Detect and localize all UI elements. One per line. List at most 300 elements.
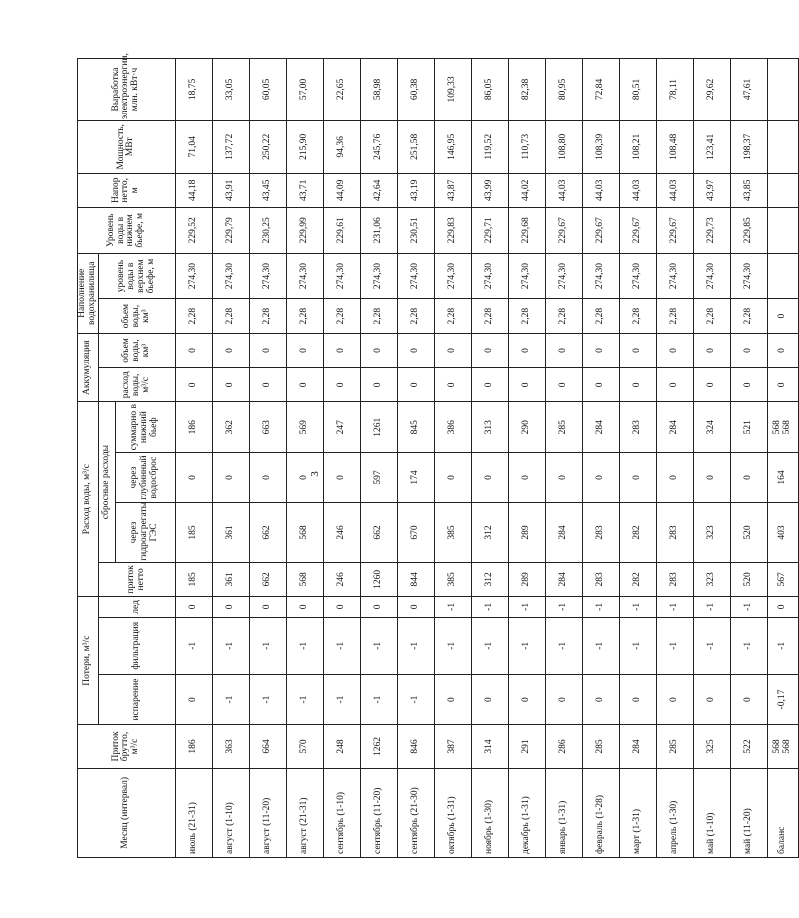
cell-fill-l: 274,30 <box>175 253 212 299</box>
table-row <box>360 59 397 858</box>
cell-month: сентябрь (21-30) <box>397 768 434 857</box>
cell-head: 43,71 <box>286 173 323 207</box>
cell-fill-l: 274,30 <box>693 253 730 299</box>
cell-gross: 325 <box>693 725 730 768</box>
table-row <box>582 59 619 858</box>
cell-ice: -1 <box>508 597 545 618</box>
cell-head: 43,97 <box>693 173 730 207</box>
cell-evap: 0 <box>656 674 693 724</box>
cell-total: 362 <box>212 402 249 452</box>
water-balance-table <box>77 53 799 858</box>
cell-net: 361 <box>212 562 249 596</box>
cell-net: 283 <box>582 562 619 596</box>
cell-gen: 80,51 <box>619 59 656 121</box>
balance-cell-ice: 0 <box>767 597 798 618</box>
cell-acc-q: 0 <box>434 368 471 402</box>
cell-down-l: 229,68 <box>508 207 545 253</box>
cell-month: август (21-31) <box>286 768 323 857</box>
header-total-downstream: суммарно в нижний бьеф <box>115 402 175 452</box>
cell-total: 569 <box>286 402 323 452</box>
cell-total: 324 <box>693 402 730 452</box>
balance-cell-month: баланс <box>767 768 798 857</box>
cell-month: декабрь (1-31) <box>508 768 545 857</box>
cell-power: 250,22 <box>249 120 286 173</box>
cell-fill-v: 2,28 <box>582 299 619 333</box>
cell-deep: 0 <box>286 452 323 502</box>
cell-gen: 109,33 <box>434 59 471 121</box>
cell-filt: -1 <box>397 617 434 674</box>
cell-acc-q: 0 <box>286 368 323 402</box>
cell-acc-q: 0 <box>397 368 434 402</box>
cell-power: 251,58 <box>397 120 434 173</box>
cell-fill-l: 274,30 <box>286 253 323 299</box>
cell-head: 42,64 <box>360 173 397 207</box>
cell-head: 43,99 <box>471 173 508 207</box>
cell-deep: 0 <box>434 452 471 502</box>
balance-cell-power <box>767 120 798 173</box>
cell-filt: -1 <box>434 617 471 674</box>
cell-fill-v: 2,28 <box>397 299 434 333</box>
table-row <box>434 59 471 858</box>
cell-gen: 82,38 <box>508 59 545 121</box>
table-row <box>286 59 323 858</box>
cell-gen: 86,05 <box>471 59 508 121</box>
cell-head: 44,18 <box>175 173 212 207</box>
cell-filt: -1 <box>212 617 249 674</box>
balance-cell-filt: -1 <box>767 617 798 674</box>
cell-hpp: 662 <box>249 503 286 563</box>
cell-filt: -1 <box>471 617 508 674</box>
cell-net: 385 <box>434 562 471 596</box>
cell-ice: -1 <box>471 597 508 618</box>
cell-head: 44,03 <box>545 173 582 207</box>
cell-ice: 0 <box>360 597 397 618</box>
cell-net: 284 <box>545 562 582 596</box>
cell-acc-q: 0 <box>212 368 249 402</box>
cell-hpp: 323 <box>693 503 730 563</box>
cell-month: август (1-10) <box>212 768 249 857</box>
cell-ice: 0 <box>323 597 360 618</box>
cell-power: 198,37 <box>730 120 767 173</box>
cell-deep: 597 <box>360 452 397 502</box>
cell-filt: -1 <box>323 617 360 674</box>
cell-acc-v: 0 <box>286 333 323 367</box>
cell-power: 137,72 <box>212 120 249 173</box>
cell-down-l: 229,83 <box>434 207 471 253</box>
cell-power: 94,36 <box>323 120 360 173</box>
cell-acc-q: 0 <box>545 368 582 402</box>
cell-gen: 47,61 <box>730 59 767 121</box>
balance-total-value: 568 <box>771 420 782 435</box>
cell-gross: 284 <box>619 725 656 768</box>
cell-ice: 0 <box>397 597 434 618</box>
cell-fill-v: 2,28 <box>619 299 656 333</box>
cell-acc-q: 0 <box>619 368 656 402</box>
cell-deep: 0 <box>582 452 619 502</box>
cell-evap: 0 <box>693 674 730 724</box>
cell-total: 663 <box>249 402 286 452</box>
cell-evap: -1 <box>286 674 323 724</box>
cell-ice: 0 <box>286 597 323 618</box>
cell-gen: 29,62 <box>693 59 730 121</box>
cell-deep: 0 <box>508 452 545 502</box>
balance-cell-fill-l <box>767 253 798 299</box>
cell-fill-l: 274,30 <box>249 253 286 299</box>
cell-filt: -1 <box>286 617 323 674</box>
cell-acc-v: 0 <box>619 333 656 367</box>
cell-ice: -1 <box>656 597 693 618</box>
cell-acc-v: 0 <box>582 333 619 367</box>
cell-head: 44,02 <box>508 173 545 207</box>
cell-gen: 57,00 <box>286 59 323 121</box>
cell-net: 844 <box>397 562 434 596</box>
cell-hpp: 282 <box>619 503 656 563</box>
cell-power: 108,21 <box>619 120 656 173</box>
cell-ice: -1 <box>434 597 471 618</box>
cell-fill-v: 2,28 <box>434 299 471 333</box>
cell-total: 283 <box>619 402 656 452</box>
cell-gross: 846 <box>397 725 434 768</box>
header-head: Напор нетто, м <box>78 173 176 207</box>
cell-month: ноябрь (1-30) <box>471 768 508 857</box>
cell-filt: -1 <box>730 617 767 674</box>
cell-head: 43,85 <box>730 173 767 207</box>
cell-ice: -1 <box>545 597 582 618</box>
balance-cell-hpp: 403 <box>767 503 798 563</box>
balance-cell-head <box>767 173 798 207</box>
cell-filt: -1 <box>656 617 693 674</box>
cell-gross: 363 <box>212 725 249 768</box>
cell-hpp: 361 <box>212 503 249 563</box>
balance-gross-value-2: 568 <box>781 739 792 754</box>
header-evaporation: испарение <box>98 674 175 724</box>
cell-acc-q: 0 <box>693 368 730 402</box>
cell-acc-q: 0 <box>471 368 508 402</box>
cell-evap: 0 <box>730 674 767 724</box>
cell-down-l: 229,99 <box>286 207 323 253</box>
cell-fill-l: 274,30 <box>323 253 360 299</box>
cell-deep: 0 <box>175 452 212 502</box>
cell-power: 215,90 <box>286 120 323 173</box>
cell-hpp: 520 <box>730 503 767 563</box>
table-row <box>471 59 508 858</box>
cell-deep: 0 <box>249 452 286 502</box>
cell-gen: 22,65 <box>323 59 360 121</box>
cell-ice: -1 <box>693 597 730 618</box>
cell-month: февраль (1-28) <box>582 768 619 857</box>
cell-acc-v: 0 <box>360 333 397 367</box>
cell-head: 43,45 <box>249 173 286 207</box>
cell-fill-v: 2,28 <box>471 299 508 333</box>
cell-month: июль (21-31) <box>175 768 212 857</box>
cell-net: 323 <box>693 562 730 596</box>
cell-fill-v: 2,28 <box>212 299 249 333</box>
cell-gross: 664 <box>249 725 286 768</box>
cell-evap: -1 <box>397 674 434 724</box>
cell-gen: 78,11 <box>656 59 693 121</box>
header-filtration: фильтрация <box>98 617 175 674</box>
cell-gross: 186 <box>175 725 212 768</box>
cell-power: 108,39 <box>582 120 619 173</box>
header-inflow-net: приток нетто <box>98 562 175 596</box>
header-month: Месяц (интервал) <box>78 768 176 857</box>
cell-fill-l: 274,30 <box>656 253 693 299</box>
cell-down-l: 229,67 <box>656 207 693 253</box>
header-inflow-gross: Приток брутто, м³/с <box>78 725 176 768</box>
cell-deep: 0 <box>323 452 360 502</box>
table-body <box>175 59 798 858</box>
header-downstream-level: Уровень воды в нижнем бьефе, м <box>78 207 176 253</box>
table-row <box>175 59 212 858</box>
cell-net: 246 <box>323 562 360 596</box>
cell-fill-l: 274,30 <box>508 253 545 299</box>
cell-gross: 387 <box>434 725 471 768</box>
table-row <box>508 59 545 858</box>
table-row <box>656 59 693 858</box>
cell-gross: 248 <box>323 725 360 768</box>
cell-filt: -1 <box>545 617 582 674</box>
cell-total: 386 <box>434 402 471 452</box>
cell-gross: 286 <box>545 725 582 768</box>
cell-net: 312 <box>471 562 508 596</box>
balance-gross-value: 568 <box>771 739 782 754</box>
header-discharge: сбросные расходы <box>98 402 115 562</box>
cell-hpp: 385 <box>434 503 471 563</box>
cell-gen: 60,38 <box>397 59 434 121</box>
cell-head: 44,03 <box>619 173 656 207</box>
cell-gen: 72,84 <box>582 59 619 121</box>
header-through-hpp: через гидроагрегаты ГЭС <box>115 503 175 563</box>
cell-down-l: 229,79 <box>212 207 249 253</box>
cell-down-l: 229,67 <box>582 207 619 253</box>
table-row <box>397 59 434 858</box>
cell-net: 283 <box>656 562 693 596</box>
cell-fill-l: 274,30 <box>360 253 397 299</box>
balance-cell-fill-v: 0 <box>767 299 798 333</box>
table-row <box>212 59 249 858</box>
cell-acc-v: 0 <box>656 333 693 367</box>
cell-down-l: 229,67 <box>619 207 656 253</box>
cell-net: 568 <box>286 562 323 596</box>
header-through-spillway: через глубинный водосброс <box>115 452 175 502</box>
cell-head: 43,87 <box>434 173 471 207</box>
header-power: Мощность, МВт <box>78 120 176 173</box>
cell-evap: 0 <box>471 674 508 724</box>
cell-down-l: 229,61 <box>323 207 360 253</box>
cell-gen: 58,98 <box>360 59 397 121</box>
cell-power: 123,41 <box>693 120 730 173</box>
cell-acc-v: 0 <box>434 333 471 367</box>
header-water-flow: Расход воды, м³/с <box>78 402 99 597</box>
cell-month: январь (1-31) <box>545 768 582 857</box>
cell-total: 845 <box>397 402 434 452</box>
cell-fill-l: 274,30 <box>619 253 656 299</box>
cell-fill-l: 274,30 <box>545 253 582 299</box>
cell-fill-l: 274,30 <box>471 253 508 299</box>
cell-acc-v: 0 <box>323 333 360 367</box>
cell-month: апрель (1-30) <box>656 768 693 857</box>
cell-acc-q: 0 <box>175 368 212 402</box>
balance-cell-net: 567 <box>767 562 798 596</box>
cell-gross: 1262 <box>360 725 397 768</box>
cell-filt: -1 <box>582 617 619 674</box>
cell-hpp: 670 <box>397 503 434 563</box>
cell-deep: 0 <box>545 452 582 502</box>
balance-cell-evap: -0,17 <box>767 674 798 724</box>
cell-fill-v: 2,28 <box>730 299 767 333</box>
balance-cell-gen <box>767 59 798 121</box>
cell-filt: -1 <box>508 617 545 674</box>
page-number: 3 <box>308 471 321 477</box>
table-row <box>249 59 286 858</box>
cell-gross: 522 <box>730 725 767 768</box>
cell-acc-v: 0 <box>212 333 249 367</box>
cell-hpp: 662 <box>360 503 397 563</box>
cell-fill-v: 2,28 <box>545 299 582 333</box>
cell-power: 110,73 <box>508 120 545 173</box>
cell-total: 284 <box>582 402 619 452</box>
cell-acc-q: 0 <box>249 368 286 402</box>
balance-cell-acc-v: 0 <box>767 333 798 367</box>
cell-acc-v: 0 <box>693 333 730 367</box>
cell-acc-q: 0 <box>656 368 693 402</box>
cell-total: 290 <box>508 402 545 452</box>
cell-evap: -1 <box>323 674 360 724</box>
cell-filt: -1 <box>619 617 656 674</box>
cell-ice: -1 <box>619 597 656 618</box>
cell-deep: 0 <box>730 452 767 502</box>
cell-month: май (11-20) <box>730 768 767 857</box>
cell-evap: 0 <box>508 674 545 724</box>
cell-deep: 0 <box>693 452 730 502</box>
header-generation: Выработка электроэнергии, млн. кВт·ч <box>78 59 176 121</box>
cell-net: 282 <box>619 562 656 596</box>
cell-gross: 285 <box>582 725 619 768</box>
cell-fill-l: 274,30 <box>397 253 434 299</box>
cell-filt: -1 <box>693 617 730 674</box>
cell-total: 1261 <box>360 402 397 452</box>
cell-fill-l: 274,30 <box>582 253 619 299</box>
cell-head: 43,91 <box>212 173 249 207</box>
header-losses: Потери, м³/с <box>78 597 99 725</box>
cell-month: сентябрь (1-10) <box>323 768 360 857</box>
cell-month: октябрь (1-31) <box>434 768 471 857</box>
cell-head: 43,19 <box>397 173 434 207</box>
cell-head: 44,03 <box>582 173 619 207</box>
cell-filt: -1 <box>175 617 212 674</box>
cell-down-l: 229,67 <box>545 207 582 253</box>
cell-head: 44,03 <box>656 173 693 207</box>
cell-filt: -1 <box>360 617 397 674</box>
cell-down-l: 229,52 <box>175 207 212 253</box>
cell-acc-q: 0 <box>582 368 619 402</box>
cell-ice: -1 <box>730 597 767 618</box>
cell-month: март (1-31) <box>619 768 656 857</box>
cell-gen: 80,95 <box>545 59 582 121</box>
cell-fill-l: 274,30 <box>212 253 249 299</box>
cell-hpp: 312 <box>471 503 508 563</box>
cell-month: август (11-20) <box>249 768 286 857</box>
cell-hpp: 289 <box>508 503 545 563</box>
cell-gen: 60,05 <box>249 59 286 121</box>
cell-gross: 291 <box>508 725 545 768</box>
header-fill-volume: объем воды, км³ <box>98 299 175 333</box>
cell-net: 289 <box>508 562 545 596</box>
cell-fill-v: 2,28 <box>175 299 212 333</box>
cell-power: 108,80 <box>545 120 582 173</box>
cell-down-l: 230,25 <box>249 207 286 253</box>
rotated-table-container <box>77 53 792 858</box>
cell-down-l: 229,71 <box>471 207 508 253</box>
cell-evap: -1 <box>360 674 397 724</box>
cell-fill-v: 2,28 <box>360 299 397 333</box>
cell-head: 44,09 <box>323 173 360 207</box>
cell-fill-v: 2,28 <box>249 299 286 333</box>
cell-total: 284 <box>656 402 693 452</box>
cell-total: 285 <box>545 402 582 452</box>
cell-fill-v: 2,28 <box>286 299 323 333</box>
cell-evap: 0 <box>434 674 471 724</box>
balance-cell-deep: 164 <box>767 452 798 502</box>
cell-power: 245,76 <box>360 120 397 173</box>
cell-down-l: 231,06 <box>360 207 397 253</box>
cell-deep: 0 <box>619 452 656 502</box>
cell-acc-v: 0 <box>730 333 767 367</box>
cell-deep: 0 <box>212 452 249 502</box>
cell-net: 1260 <box>360 562 397 596</box>
cell-fill-v: 2,28 <box>693 299 730 333</box>
header-ice: лед <box>98 597 175 618</box>
cell-hpp: 283 <box>656 503 693 563</box>
cell-acc-v: 0 <box>508 333 545 367</box>
cell-gen: 33,05 <box>212 59 249 121</box>
header-fill-level: уровень воды в верхнем бьефе, м <box>98 253 175 299</box>
table-row <box>545 59 582 858</box>
balance-cell-acc-q: 0 <box>767 368 798 402</box>
table-row <box>730 59 767 858</box>
cell-filt: -1 <box>249 617 286 674</box>
cell-total: 313 <box>471 402 508 452</box>
cell-fill-v: 2,28 <box>323 299 360 333</box>
cell-hpp: 283 <box>582 503 619 563</box>
cell-evap: 0 <box>582 674 619 724</box>
cell-power: 108,48 <box>656 120 693 173</box>
cell-ice: 0 <box>212 597 249 618</box>
cell-evap: -1 <box>212 674 249 724</box>
cell-down-l: 229,73 <box>693 207 730 253</box>
cell-hpp: 568 <box>286 503 323 563</box>
header-acc-volume: объем воды, км³ <box>98 333 175 367</box>
cell-fill-v: 2,28 <box>508 299 545 333</box>
cell-month: сентябрь (11-20) <box>360 768 397 857</box>
cell-ice: 0 <box>249 597 286 618</box>
cell-power: 119,52 <box>471 120 508 173</box>
table-row <box>619 59 656 858</box>
cell-gross: 570 <box>286 725 323 768</box>
cell-acc-q: 0 <box>360 368 397 402</box>
table-row <box>693 59 730 858</box>
cell-down-l: 229,85 <box>730 207 767 253</box>
cell-acc-q: 0 <box>323 368 360 402</box>
cell-gross: 314 <box>471 725 508 768</box>
cell-hpp: 185 <box>175 503 212 563</box>
balance-total-value-2: 568 <box>781 420 792 435</box>
header-acc-flow: расход воды, м³/с <box>98 368 175 402</box>
cell-total: 521 <box>730 402 767 452</box>
cell-hpp: 284 <box>545 503 582 563</box>
cell-acc-v: 0 <box>397 333 434 367</box>
cell-evap: 0 <box>175 674 212 724</box>
